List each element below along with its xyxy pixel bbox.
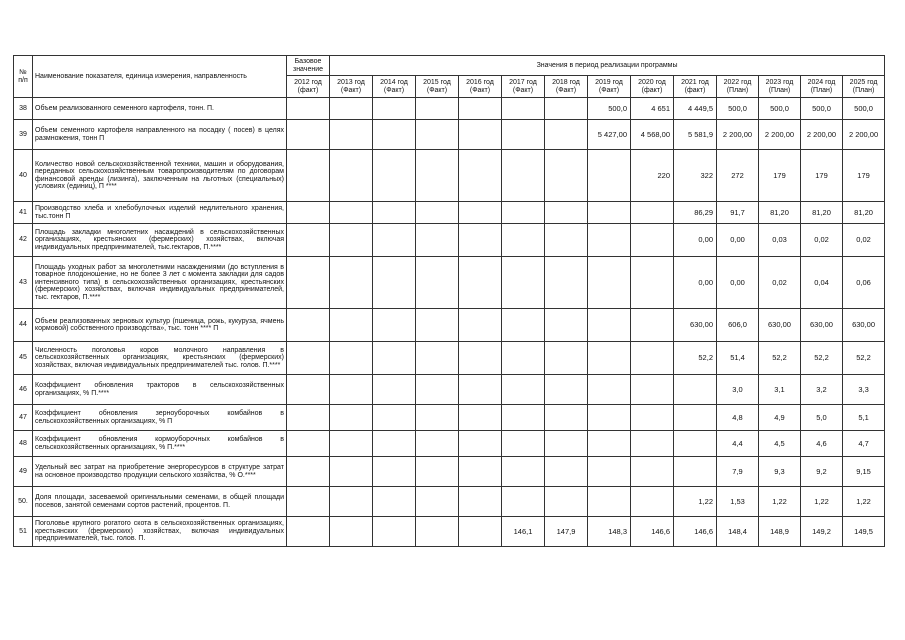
value-cell	[330, 517, 373, 547]
value-cell	[373, 257, 416, 309]
value-cell	[631, 487, 674, 517]
value-cell: 0,00	[674, 224, 717, 257]
value-cell	[502, 120, 545, 150]
header-year: 2015 год (Факт)	[416, 76, 459, 98]
row-number: 46	[14, 375, 33, 405]
value-cell: 81,20	[801, 202, 843, 224]
value-cell	[588, 342, 631, 375]
value-cell: 146,1	[502, 517, 545, 547]
value-cell	[459, 98, 502, 120]
value-cell	[588, 309, 631, 342]
value-cell	[588, 405, 631, 431]
value-cell: 630,00	[801, 309, 843, 342]
base-value-cell	[287, 517, 330, 547]
row-number: 50.	[14, 487, 33, 517]
value-cell: 148,3	[588, 517, 631, 547]
table-row	[14, 224, 885, 257]
value-cell	[502, 375, 545, 405]
value-cell	[459, 224, 502, 257]
table-row	[14, 120, 885, 150]
value-cell: 1,22	[801, 487, 843, 517]
table-row	[14, 202, 885, 224]
header-year: 2021 год (факт)	[674, 76, 717, 98]
value-cell: 9,3	[759, 457, 801, 487]
value-cell	[373, 202, 416, 224]
value-cell	[373, 457, 416, 487]
value-cell: 630,00	[843, 309, 885, 342]
indicator-name: Численность поголовья коров молочного направления в сельскохозяйственных организациях, крестьянских (фермерских) хозяйствах, включая индивидуальных предпринимателей тыс. голов. П.****	[33, 342, 287, 375]
value-cell: 149,5	[843, 517, 885, 547]
value-cell	[459, 517, 502, 547]
header-year: 2020 год (факт)	[631, 76, 674, 98]
value-cell	[459, 309, 502, 342]
table-row	[14, 457, 885, 487]
header-year: 2013 год (Факт)	[330, 76, 373, 98]
table-row	[14, 98, 885, 120]
value-cell	[330, 150, 373, 202]
value-cell	[588, 150, 631, 202]
value-cell	[502, 431, 545, 457]
value-cell: 5 581,9	[674, 120, 717, 150]
value-cell	[330, 342, 373, 375]
value-cell: 146,6	[631, 517, 674, 547]
value-cell: 0,03	[759, 224, 801, 257]
indicator-name: Коэффициент обновления кормоуборочных комбайнов в сельскохозяйственных организациях, % П.****	[33, 431, 287, 457]
value-cell	[545, 405, 588, 431]
value-cell	[373, 487, 416, 517]
value-cell: 86,29	[674, 202, 717, 224]
value-cell	[631, 309, 674, 342]
value-cell	[545, 150, 588, 202]
value-cell	[545, 487, 588, 517]
value-cell: 0,04	[801, 257, 843, 309]
value-cell: 4,9	[759, 405, 801, 431]
value-cell	[545, 224, 588, 257]
value-cell: 0,02	[801, 224, 843, 257]
table-row	[14, 405, 885, 431]
value-cell: 3,0	[717, 375, 759, 405]
value-cell	[545, 342, 588, 375]
value-cell	[502, 342, 545, 375]
value-cell: 606,0	[717, 309, 759, 342]
indicator-name: Объем семенного картофеля направленного на посадку ( посев) в целях размножения, тонн П	[33, 120, 287, 150]
header-year: 2024 год (План)	[801, 76, 843, 98]
value-cell	[373, 309, 416, 342]
value-cell: 0,02	[843, 224, 885, 257]
header-period: Значения в период реализации программы	[330, 56, 885, 76]
value-cell: 4,7	[843, 431, 885, 457]
value-cell	[459, 375, 502, 405]
table-row	[14, 431, 885, 457]
value-cell	[588, 375, 631, 405]
value-cell: 1,22	[759, 487, 801, 517]
value-cell	[416, 405, 459, 431]
base-value-cell	[287, 405, 330, 431]
value-cell	[631, 375, 674, 405]
value-cell	[416, 457, 459, 487]
value-cell	[330, 257, 373, 309]
value-cell	[674, 405, 717, 431]
row-number: 41	[14, 202, 33, 224]
value-cell: 3,1	[759, 375, 801, 405]
value-cell	[588, 257, 631, 309]
value-cell: 500,0	[801, 98, 843, 120]
value-cell: 500,0	[588, 98, 631, 120]
value-cell: 3,3	[843, 375, 885, 405]
value-cell	[373, 120, 416, 150]
base-value-cell	[287, 309, 330, 342]
base-value-cell	[287, 257, 330, 309]
value-cell	[588, 457, 631, 487]
value-cell: 52,2	[843, 342, 885, 375]
value-cell: 1,22	[674, 487, 717, 517]
value-cell: 500,0	[717, 98, 759, 120]
header-year: 2022 год (План)	[717, 76, 759, 98]
value-cell: 4,5	[759, 431, 801, 457]
value-cell	[416, 309, 459, 342]
indicator-name: Объем реализованного семенного картофеля, тонн. П.	[33, 98, 287, 120]
value-cell: 2 200,00	[717, 120, 759, 150]
value-cell: 0,02	[759, 257, 801, 309]
value-cell: 5,1	[843, 405, 885, 431]
value-cell: 2 200,00	[843, 120, 885, 150]
value-cell	[631, 342, 674, 375]
value-cell: 9,2	[801, 457, 843, 487]
value-cell	[459, 257, 502, 309]
value-cell	[373, 342, 416, 375]
row-number: 40	[14, 150, 33, 202]
value-cell	[416, 98, 459, 120]
indicator-name: Доля площади, засеваемой оригинальными семенами, в общей площади посевов, занятой семенами сортов растений, процентов. П.	[33, 487, 287, 517]
table-row	[14, 487, 885, 517]
value-cell: 4 449,5	[674, 98, 717, 120]
value-cell: 0,00	[674, 257, 717, 309]
value-cell: 1,22	[843, 487, 885, 517]
value-cell	[416, 224, 459, 257]
value-cell: 220	[631, 150, 674, 202]
header-year: 2023 год (План)	[759, 76, 801, 98]
row-number: 45	[14, 342, 33, 375]
value-cell: 0,00	[717, 224, 759, 257]
value-cell	[631, 431, 674, 457]
row-number: 39	[14, 120, 33, 150]
value-cell: 4,6	[801, 431, 843, 457]
value-cell	[631, 457, 674, 487]
value-cell: 500,0	[759, 98, 801, 120]
header-indicator-name: Наименование показателя, единица измерения, направленность	[33, 56, 287, 98]
value-cell	[459, 342, 502, 375]
base-value-cell	[287, 375, 330, 405]
value-cell: 4 568,00	[631, 120, 674, 150]
row-number: 38	[14, 98, 33, 120]
value-cell	[459, 150, 502, 202]
base-value-cell	[287, 457, 330, 487]
value-cell	[459, 120, 502, 150]
value-cell: 0,06	[843, 257, 885, 309]
table-row	[14, 375, 885, 405]
table-row	[14, 150, 885, 202]
value-cell: 3,2	[801, 375, 843, 405]
table-row	[14, 257, 885, 309]
value-cell	[373, 224, 416, 257]
value-cell: 272	[717, 150, 759, 202]
value-cell: 500,0	[843, 98, 885, 120]
value-cell	[588, 224, 631, 257]
value-cell	[373, 98, 416, 120]
value-cell	[330, 457, 373, 487]
value-cell: 149,2	[801, 517, 843, 547]
row-number: 51	[14, 517, 33, 547]
header-year: 2025 год (План)	[843, 76, 885, 98]
value-cell	[545, 375, 588, 405]
value-cell	[502, 224, 545, 257]
value-cell: 0,00	[717, 257, 759, 309]
table-row	[14, 309, 885, 342]
table-body	[14, 98, 885, 547]
indicator-name: Поголовье крупного рогатого скота в сельскохозяйственных организациях, крестьянских (фермерских) хозяйствах, включая индивидуальных предпринимателей, тыс. голов. П.	[33, 517, 287, 547]
value-cell	[631, 405, 674, 431]
value-cell	[674, 457, 717, 487]
value-cell: 5 427,00	[588, 120, 631, 150]
row-number: 43	[14, 257, 33, 309]
value-cell	[459, 457, 502, 487]
value-cell	[459, 431, 502, 457]
value-cell	[588, 202, 631, 224]
value-cell: 52,2	[801, 342, 843, 375]
base-value-cell	[287, 487, 330, 517]
base-value-cell	[287, 224, 330, 257]
value-cell	[416, 375, 459, 405]
value-cell: 5,0	[801, 405, 843, 431]
value-cell: 52,2	[759, 342, 801, 375]
value-cell: 1,53	[717, 487, 759, 517]
value-cell: 4,4	[717, 431, 759, 457]
value-cell	[631, 202, 674, 224]
value-cell	[459, 405, 502, 431]
value-cell	[330, 202, 373, 224]
value-cell	[416, 257, 459, 309]
base-value-cell	[287, 431, 330, 457]
value-cell: 147,9	[545, 517, 588, 547]
value-cell	[416, 517, 459, 547]
value-cell	[502, 487, 545, 517]
row-number: 49	[14, 457, 33, 487]
table-row	[14, 342, 885, 375]
row-number: 47	[14, 405, 33, 431]
value-cell	[545, 120, 588, 150]
value-cell	[459, 202, 502, 224]
value-cell	[416, 120, 459, 150]
value-cell	[330, 224, 373, 257]
row-number: 48	[14, 431, 33, 457]
value-cell: 148,9	[759, 517, 801, 547]
value-cell	[330, 98, 373, 120]
indicator-name: Площадь уходных работ за многолетними насаждениями (до вступления в товарное плодоношение, но не более 3 лет с момента закладки для садов интенсивного типа) в сельскохозяйственных организациях, крестьянских (фермерских) хозяйствах, включая индивидуальных предпринимателей, тыс. гектаров, П.****	[33, 257, 287, 309]
value-cell: 81,20	[843, 202, 885, 224]
value-cell	[674, 431, 717, 457]
base-value-cell	[287, 120, 330, 150]
value-cell	[545, 431, 588, 457]
value-cell	[502, 150, 545, 202]
value-cell	[416, 431, 459, 457]
indicator-name: Объем реализованных зерновых культур (пшеница, рожь, кукуруза, ячмень кормовой) собственного производства», тыс. тонн **** П	[33, 309, 287, 342]
value-cell	[330, 120, 373, 150]
indicator-name: Количество новой сельскохозяйственной техники, машин и оборудования, переданных сельскохозяйственным товаропроизводителям по договорам финансовой аренды (лизинга), заключенным на льготных (специальных) условиях (единиц), П ****	[33, 150, 287, 202]
value-cell	[459, 487, 502, 517]
value-cell: 7,9	[717, 457, 759, 487]
value-cell: 322	[674, 150, 717, 202]
indicator-name: Коэффициент обновления зерноуборочных комбайнов в сельскохозяйственных организациях, % П	[33, 405, 287, 431]
value-cell	[373, 150, 416, 202]
value-cell	[330, 431, 373, 457]
value-cell	[545, 257, 588, 309]
value-cell: 51,4	[717, 342, 759, 375]
value-cell	[502, 257, 545, 309]
value-cell: 4,8	[717, 405, 759, 431]
indicator-name: Удельный вес затрат на приобретение энергоресурсов в структуре затрат на основное производство продукции сельского хозяйства, % О.****	[33, 457, 287, 487]
value-cell	[588, 487, 631, 517]
value-cell	[502, 457, 545, 487]
header-year: 2018 год (Факт)	[545, 76, 588, 98]
indicator-name: Производство хлеба и хлебобулочных изделий недлительного хранения, тыс.тонн П	[33, 202, 287, 224]
value-cell: 52,2	[674, 342, 717, 375]
indicator-name: Коэффициент обновления тракторов в сельскохозяйственных организациях, % П.****	[33, 375, 287, 405]
value-cell: 179	[801, 150, 843, 202]
value-cell	[502, 405, 545, 431]
value-cell	[416, 202, 459, 224]
value-cell	[502, 202, 545, 224]
value-cell: 2 200,00	[801, 120, 843, 150]
value-cell: 91,7	[717, 202, 759, 224]
value-cell: 81,20	[759, 202, 801, 224]
value-cell	[330, 405, 373, 431]
value-cell	[545, 309, 588, 342]
value-cell	[674, 375, 717, 405]
header-year: 2016 год (Факт)	[459, 76, 502, 98]
value-cell	[631, 224, 674, 257]
value-cell	[330, 309, 373, 342]
value-cell	[588, 431, 631, 457]
value-cell: 146,6	[674, 517, 717, 547]
header-base-value: Базовое значение	[287, 56, 330, 76]
header-year: 2012 год (факт)	[287, 76, 330, 98]
value-cell	[502, 98, 545, 120]
value-cell	[330, 375, 373, 405]
indicator-name: Площадь закладки многолетних насаждений в сельскохозяйственных организациях, крестьянских (фермерских) хозяйствах, включая индивидуальных предпринимателей, тыс.гектаров, П.****	[33, 224, 287, 257]
value-cell	[416, 150, 459, 202]
value-cell: 9,15	[843, 457, 885, 487]
base-value-cell	[287, 202, 330, 224]
value-cell	[416, 487, 459, 517]
value-cell	[373, 431, 416, 457]
value-cell: 179	[759, 150, 801, 202]
value-cell: 179	[843, 150, 885, 202]
base-value-cell	[287, 342, 330, 375]
value-cell	[545, 457, 588, 487]
value-cell	[502, 309, 545, 342]
row-number: 44	[14, 309, 33, 342]
value-cell	[373, 405, 416, 431]
value-cell: 2 200,00	[759, 120, 801, 150]
value-cell	[330, 487, 373, 517]
value-cell: 4 651	[631, 98, 674, 120]
header-year: 2017 год (Факт)	[502, 76, 545, 98]
value-cell: 630,00	[674, 309, 717, 342]
value-cell	[545, 98, 588, 120]
value-cell: 630,00	[759, 309, 801, 342]
indicators-table	[13, 55, 885, 547]
table-row	[14, 517, 885, 547]
header-year: 2019 год (Факт)	[588, 76, 631, 98]
value-cell	[373, 375, 416, 405]
base-value-cell	[287, 150, 330, 202]
value-cell: 148,4	[717, 517, 759, 547]
value-cell	[631, 257, 674, 309]
base-value-cell	[287, 98, 330, 120]
header-year: 2014 год (Факт)	[373, 76, 416, 98]
value-cell	[416, 342, 459, 375]
value-cell	[373, 517, 416, 547]
row-number: 42	[14, 224, 33, 257]
value-cell	[545, 202, 588, 224]
header-number: № п/п	[14, 56, 33, 98]
